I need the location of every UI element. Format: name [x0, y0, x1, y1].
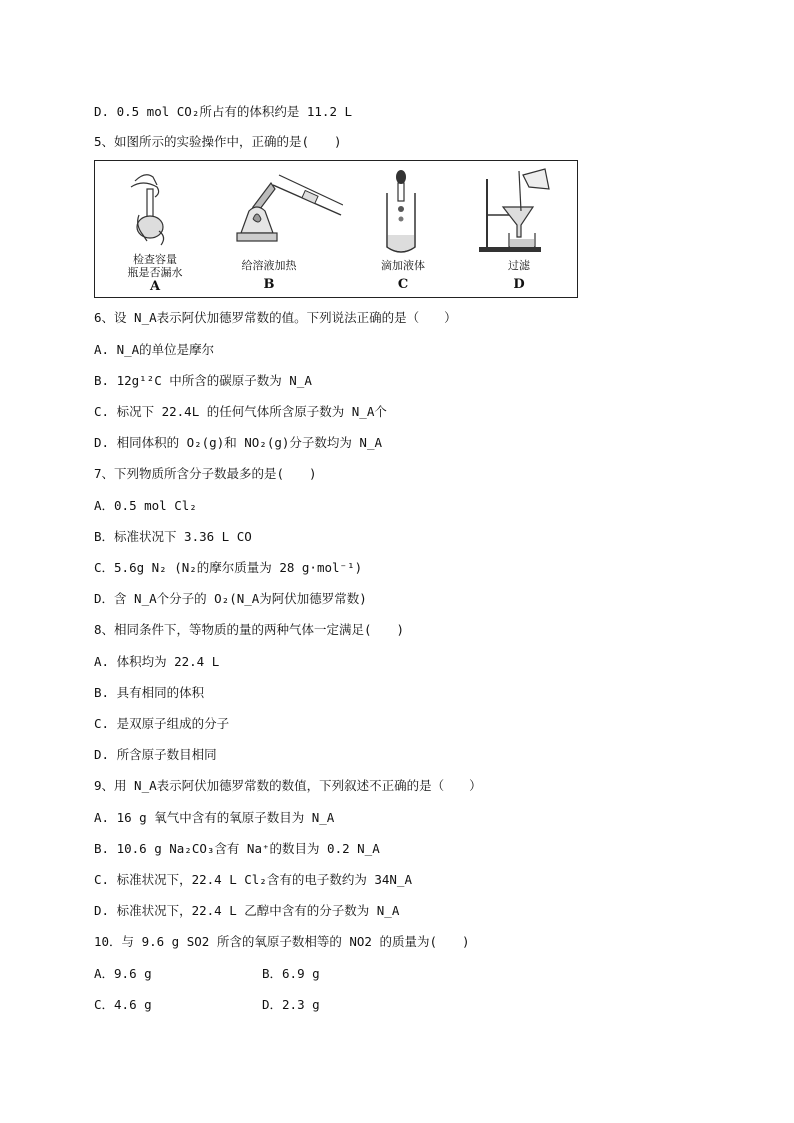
q7-option-c: C．5.6g N₂ (N₂的摩尔质量为 28 g·mol⁻¹)	[94, 560, 363, 575]
q8-option-c: C. 是双原子组成的分子	[94, 716, 230, 731]
panel-b-caption: 给溶液加热	[241, 259, 297, 272]
panel-a-letter: A	[149, 279, 161, 294]
q10-option-b: B．6.9 g	[262, 966, 320, 981]
q9-option-b: B. 10.6 g Na₂CO₃含有 Na⁺的数目为 0.2 N_A	[94, 841, 380, 856]
q9-option-c: C. 标准状况下，22.4 L Cl₂含有的电子数约为 34N_A	[94, 872, 412, 887]
q10-stem: 10．与 9.6 g SO2 所含的氧原子数相等的 NO2 的质量为( )	[94, 934, 470, 949]
panel-d	[463, 161, 579, 297]
q6-option-d: D. 相同体积的 O₂(g)和 NO₂(g)分子数均为 N_A	[94, 435, 383, 450]
q6-stem: 6、设 N_A表示阿伏加德罗常数的值。下列说法正确的是（ ）	[94, 310, 457, 325]
q7-stem: 7、下列物质所含分子数最多的是( )	[94, 466, 317, 481]
heating-test-tube-illustration	[213, 163, 343, 258]
q10-option-d: D．2.3 g	[262, 997, 320, 1012]
q10-option-a: A．9.6 g	[94, 966, 152, 981]
q8-option-a: A. 体积均为 22.4 L	[94, 654, 220, 669]
q7-option-d: D．含 N_A个分子的 O₂(N_A为阿伏加德罗常数)	[94, 591, 367, 606]
panel-a	[95, 161, 215, 297]
q5-figure	[94, 160, 578, 298]
panel-a-caption-2: 瓶是否漏水	[127, 266, 183, 279]
panel-d-letter: D	[513, 277, 525, 292]
q6-option-c: C. 标况下 22.4L 的任何气体所含原子数为 N_A个	[94, 404, 387, 419]
panel-c-letter: C	[397, 277, 409, 292]
q9-stem: 9、用 N_A表示阿伏加德罗常数的数值，下列叙述不正确的是（ ）	[94, 778, 482, 793]
q9-option-d: D. 标准状况下，22.4 L 乙醇中含有的分子数为 N_A	[94, 903, 400, 918]
panel-c-caption: 滴加液体	[381, 259, 425, 272]
q7-option-a: A．0.5 mol Cl₂	[94, 498, 197, 513]
panel-c	[343, 161, 463, 297]
q6-option-b: B. 12g¹²C 中所含的碳原子数为 N_A	[94, 373, 312, 388]
panel-a-caption-1: 检查容量	[133, 253, 177, 266]
q8-stem: 8、相同条件下，等物质的量的两种气体一定满足( )	[94, 622, 405, 637]
panel-d-caption: 过滤	[508, 259, 530, 272]
dropper-illustration	[343, 163, 463, 258]
q4-option-d: D. 0.5 mol CO₂所占有的体积约是 11.2 L	[94, 104, 353, 119]
q6-option-a: A. N_A的单位是摩尔	[94, 342, 215, 357]
q7-option-b: B．标准状况下 3.36 L CO	[94, 529, 252, 544]
filtration-illustration	[463, 163, 579, 258]
panel-b-letter: B	[263, 277, 275, 292]
panel-b	[213, 161, 343, 297]
q8-option-d: D. 所含原子数目相同	[94, 747, 217, 762]
q9-option-a: A. 16 g 氧气中含有的氧原子数目为 N_A	[94, 810, 335, 825]
q8-option-b: B. 具有相同的体积	[94, 685, 205, 700]
volumetric-flask-illustration	[95, 163, 215, 253]
q10-option-c: C．4.6 g	[94, 997, 152, 1012]
q5-stem: 5、如图所示的实验操作中，正确的是( )	[94, 134, 342, 149]
